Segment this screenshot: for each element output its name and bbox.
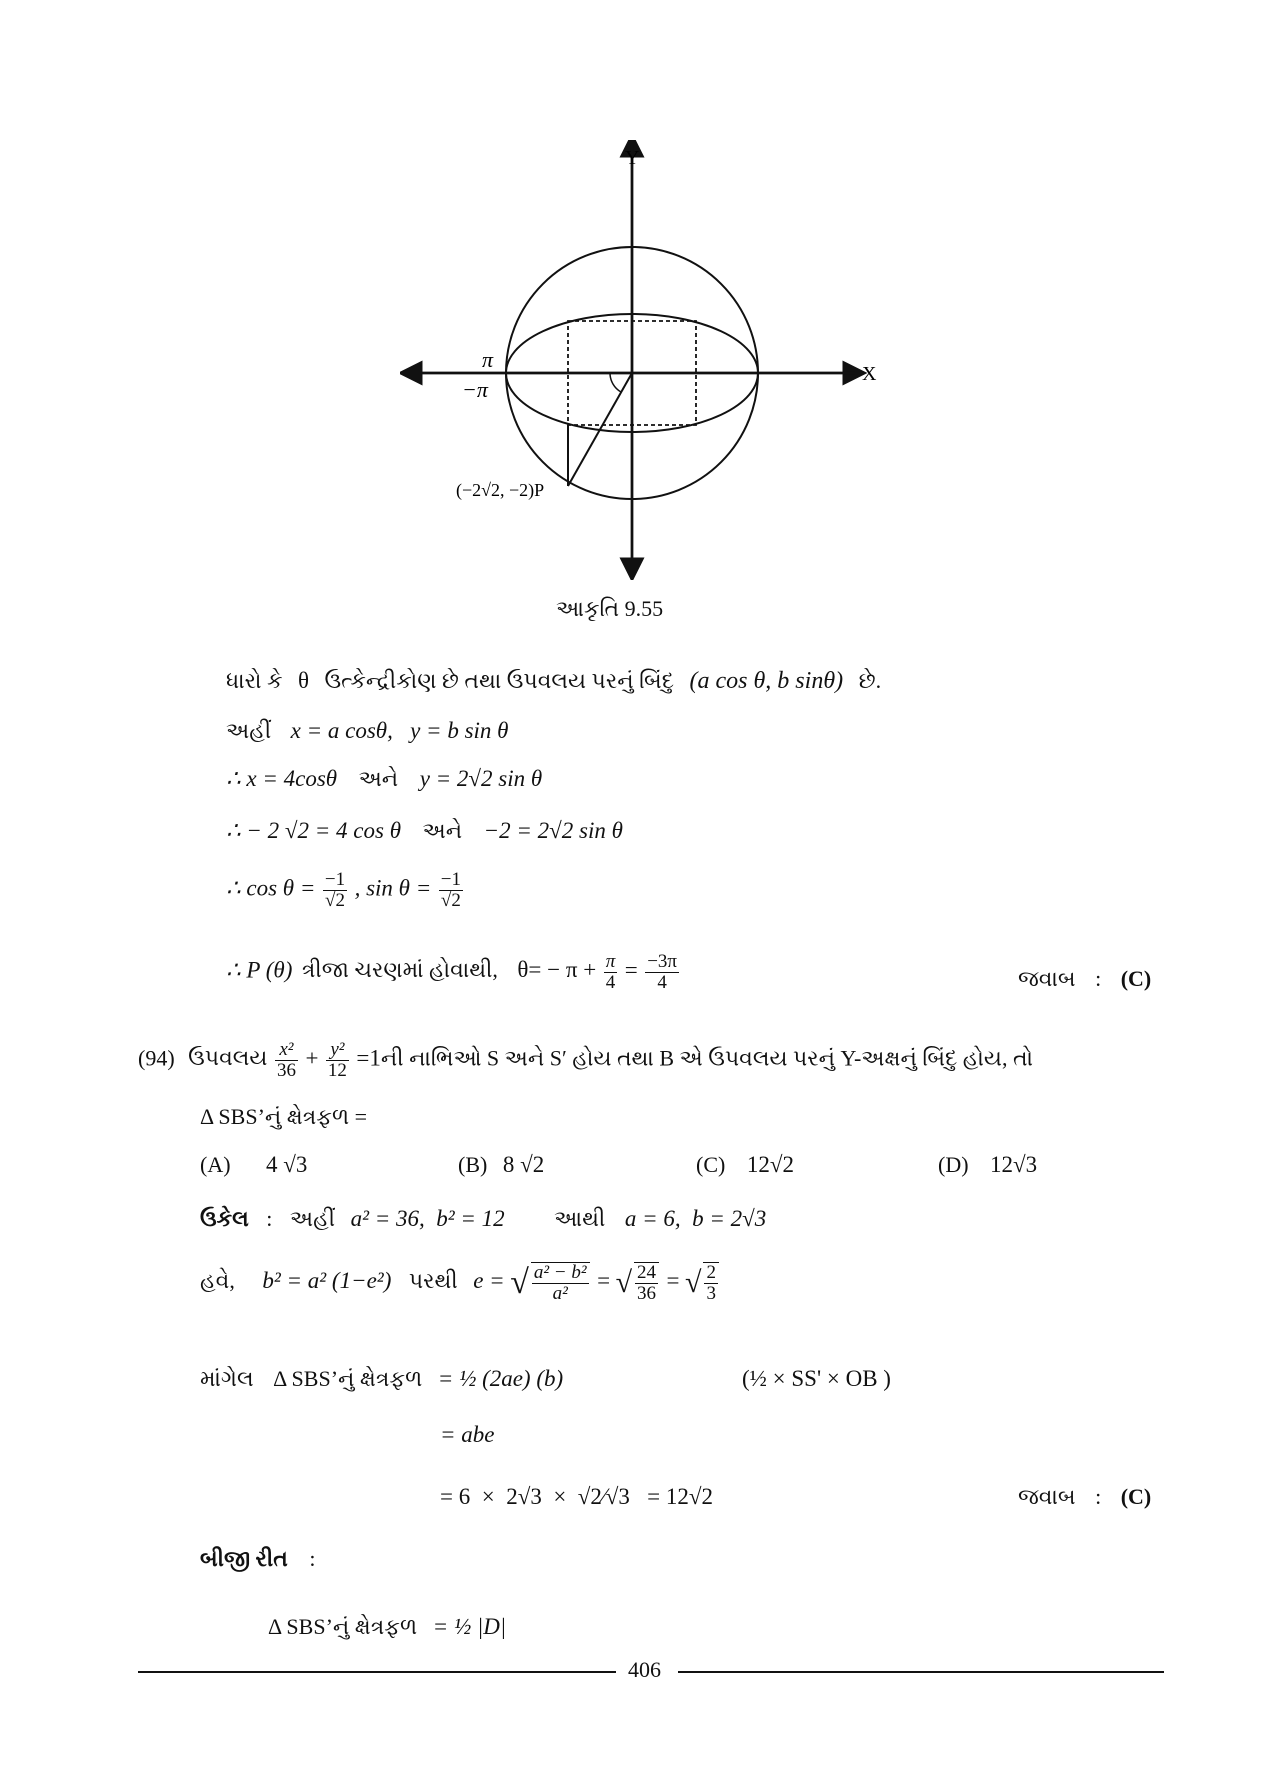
question-number: (94): [138, 1045, 175, 1071]
ellipse-circle-figure: [400, 140, 880, 580]
equals-one: =1: [356, 1045, 381, 1071]
question-94-line2: Δ SBS’નું ક્ષેત્રફળ =: [200, 1104, 368, 1129]
line6-math: θ= − π +: [517, 957, 597, 983]
solution94-line1: [200, 1206, 766, 1232]
solution94-line2: [200, 1262, 721, 1304]
figure-caption: આકૃતિ 9.55: [556, 596, 664, 621]
e-frac-den: a²: [552, 1282, 568, 1304]
cos-fraction: [323, 870, 347, 911]
solution-line-4: [226, 818, 623, 844]
line1-mid: ઉત્કેન્દ્રીકોણ છે તથા ઉપવલય પરનું બિંદુ: [324, 668, 675, 693]
theta-symbol: θ: [298, 668, 310, 693]
option-c-label: (C): [696, 1152, 726, 1177]
frac1-den: 36: [276, 1059, 296, 1081]
cos-frac-num: −1: [324, 869, 346, 890]
line5-mid: , sin θ =: [354, 875, 432, 901]
alt-method-colon: :: [309, 1546, 316, 1571]
line2-prefix: અહીં: [226, 718, 272, 743]
squares-math: a² = 36, b² = 12: [350, 1206, 505, 1231]
line3-a: ∴ x = 4cosθ: [226, 766, 338, 791]
option-d: [938, 1152, 1037, 1178]
answer94-colon: :: [1095, 1484, 1102, 1509]
line6-gu: ત્રીજા ચરણમાં હોવાથી,: [301, 957, 498, 983]
ab-math: a = 6, b = 2√3: [624, 1206, 767, 1231]
pi-label: π: [482, 347, 494, 372]
option-b-value: 8 √2: [502, 1152, 545, 1177]
option-b-label: (B): [458, 1152, 488, 1177]
footer-rule-right: [678, 1671, 1164, 1673]
question-prefix: ઉપવલય: [188, 1045, 268, 1071]
y-axis-label: Y: [625, 147, 640, 169]
line4-a: ∴ − 2 √2 = 4 cos θ: [226, 818, 402, 843]
neg3pi-over-four: [645, 952, 679, 993]
pi-num: π: [605, 951, 616, 972]
relation-math: b² = a² (1−e²): [262, 1267, 392, 1293]
cos-frac-den: √2: [325, 889, 345, 911]
r2-sqrt: √: [685, 1265, 702, 1299]
alt-method-label: બીજી રીત: [200, 1546, 288, 1571]
angle-arc: [610, 373, 621, 392]
answer-94: [1018, 1484, 1151, 1510]
ukel-label: ઉકેલ: [200, 1206, 249, 1231]
solution-line-5: [226, 870, 465, 911]
sin-frac-num: −1: [440, 869, 461, 890]
line1-prefix: ધારો કે: [226, 668, 283, 693]
neg-pi-label: −π: [462, 377, 488, 402]
footer-rule-left: [138, 1671, 616, 1673]
four-den: 4: [605, 971, 616, 993]
e-frac-num: a² − b²: [533, 1262, 587, 1283]
line4-b: −2 = 2√2 sin θ: [483, 818, 623, 843]
option-d-value: 12√3: [990, 1152, 1038, 1177]
option-c: [696, 1152, 794, 1178]
r1-num: 24: [637, 1262, 657, 1283]
option-a-value: 4 √3: [266, 1152, 308, 1177]
pi-over-four: [604, 952, 618, 993]
solution-line-2: [226, 718, 508, 744]
sin-frac-den: √2: [440, 889, 461, 911]
option-b: [458, 1152, 544, 1178]
answer94-label: જવાબ: [1018, 1484, 1076, 1509]
neg3pi-num: −3π: [647, 951, 678, 972]
alt-area-expr: = ½ |D|: [432, 1614, 507, 1639]
sin-fraction: [439, 870, 463, 911]
question-text: ની નાભિઓ S અને S′ હોય તથા B એ ઉપવલય પરનું Y-અક્ષનું બિંદુ હોય, તો: [380, 1045, 1034, 1071]
required-word: માંગેલ: [200, 1366, 254, 1391]
page-number: 406: [628, 1657, 661, 1682]
r2-num: 2: [706, 1262, 716, 1283]
eq-sign-1: =: [597, 1267, 611, 1293]
four-den-2: 4: [657, 971, 667, 993]
radius-to-p: [568, 373, 632, 486]
solution-line-6: [226, 952, 681, 993]
solution-line-3: [226, 766, 542, 792]
equals-sign: =: [624, 957, 638, 983]
frac1-num: x²: [275, 1040, 298, 1061]
from-word: પરથી: [408, 1267, 458, 1293]
line5-prefix: ∴ cos θ =: [226, 875, 316, 901]
answer-value: (C): [1120, 966, 1152, 991]
area-expr: = ½ (2ae) (b): [437, 1366, 564, 1391]
alt-area: [268, 1614, 506, 1640]
line1-point: (a cos θ, b sinθ): [689, 668, 844, 694]
frac2-num: y²: [326, 1040, 349, 1061]
answer-colon: :: [1095, 966, 1102, 991]
ukel-colon: :: [266, 1206, 273, 1231]
plus-sign: +: [305, 1045, 319, 1071]
eq-sign-2: =: [666, 1267, 680, 1293]
solution94-line3: [200, 1366, 563, 1392]
line3-b: y = 2√2 sin θ: [419, 766, 543, 791]
ratio2-fraction: [703, 1262, 719, 1304]
x-axis-label: X: [862, 363, 877, 385]
y-square-fraction: [326, 1040, 349, 1081]
x-square-fraction: [275, 1040, 298, 1081]
area-note: (½ × SS' × OB ): [742, 1366, 891, 1391]
line4-and: અને: [422, 818, 463, 843]
r1-sqrt: √: [615, 1265, 633, 1299]
line3-and: અને: [358, 766, 399, 791]
line6-prefix: ∴ P (θ): [226, 957, 293, 983]
option-a-label: (A): [200, 1152, 231, 1177]
alt-area-label: Δ SBS’નું ક્ષેત્રફળ: [268, 1614, 418, 1639]
here-word: અહીં: [289, 1206, 336, 1231]
answer-93: [1018, 966, 1151, 992]
frac2-den: 12: [327, 1059, 347, 1081]
e-equals: e =: [473, 1267, 505, 1293]
question-94: [138, 1040, 1033, 1081]
ratio1-fraction: [634, 1262, 659, 1304]
answer94-value: (C): [1120, 1484, 1152, 1509]
e-sqrt: √: [510, 1263, 529, 1301]
option-c-value: 12√2: [746, 1152, 794, 1177]
r1-den: 36: [637, 1282, 657, 1304]
hence-word: આથી: [554, 1206, 606, 1231]
line2-math: x = a cosθ, y = b sin θ: [290, 718, 509, 743]
step-abe: = abe: [440, 1422, 495, 1447]
alt-method: [200, 1546, 315, 1572]
r2-den: 3: [706, 1282, 716, 1304]
solution-line-1: [226, 668, 881, 695]
area-label: Δ SBS’નું ક્ષેત્રફળ: [273, 1366, 423, 1391]
point-p-label: (−2√2, −2)P: [456, 480, 545, 500]
option-d-label: (D): [938, 1152, 969, 1177]
now-word: હવે,: [200, 1267, 235, 1293]
line1-suffix: છે.: [858, 668, 882, 693]
e-fraction: [531, 1262, 590, 1304]
answer-label: જવાબ: [1018, 966, 1076, 991]
step-final: = 6 × 2√3 × √2⁄√3 = 12√2: [440, 1484, 713, 1509]
option-a: [200, 1152, 307, 1178]
